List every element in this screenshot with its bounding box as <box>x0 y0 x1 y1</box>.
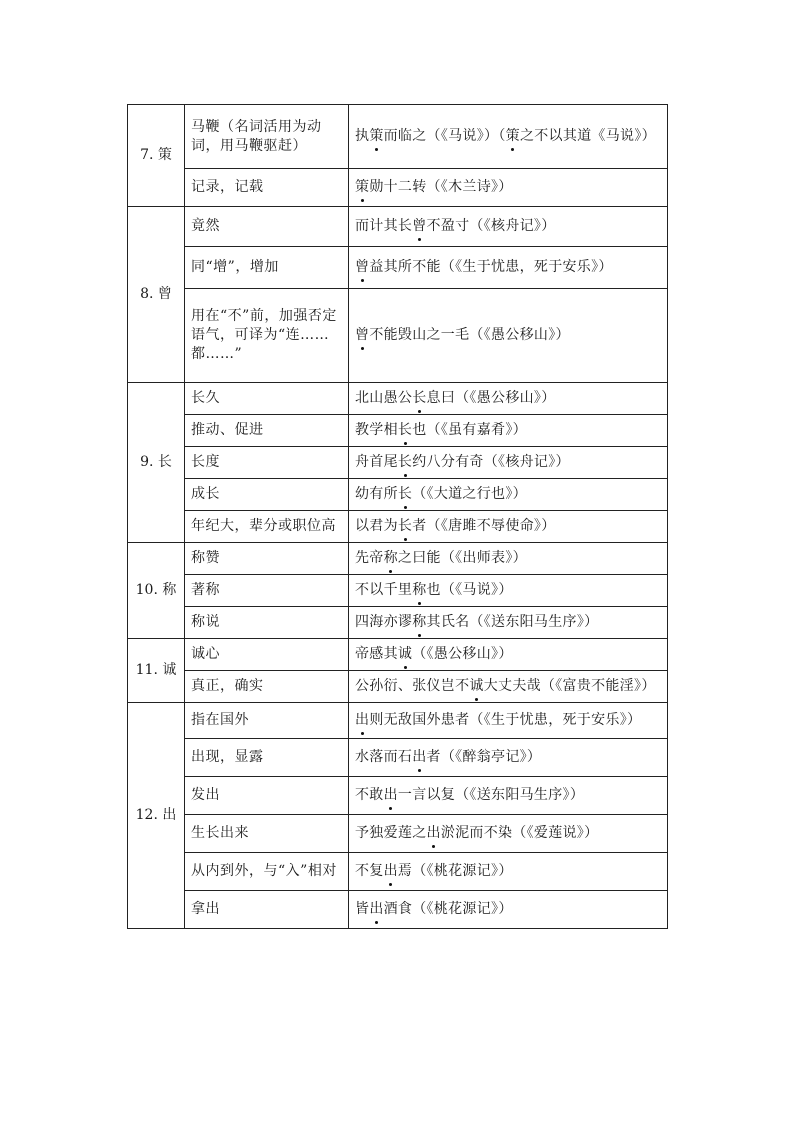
table-row <box>128 289 668 383</box>
example-text: 北山愚公 <box>355 390 413 406</box>
example-text: 教学相 <box>355 422 398 438</box>
table-row <box>128 739 668 777</box>
emphasized-character: 出 <box>369 901 384 917</box>
example-cell <box>349 891 668 929</box>
example-text: 不复 <box>355 863 384 879</box>
example-text: 淤泥而不染（《爱莲说》） <box>440 825 599 841</box>
example-cell <box>349 289 668 383</box>
meaning-cell: 出现，显露 <box>185 739 349 777</box>
meaning-cell: 成长 <box>185 479 349 511</box>
meaning-cell: 记录，记载 <box>185 169 349 207</box>
table-row <box>128 703 668 739</box>
table-row <box>128 777 668 815</box>
example-cell <box>349 671 668 703</box>
example-cell <box>349 511 668 543</box>
table-row <box>128 891 668 929</box>
emphasized-character: 称 <box>412 582 427 598</box>
example-cell <box>349 207 668 247</box>
example-text: 公孙衍、张仪岂不 <box>355 678 470 694</box>
emphasized-character: 出 <box>355 712 370 728</box>
example-text: 先帝 <box>355 550 384 566</box>
emphasized-character: 称 <box>383 550 398 566</box>
example-text: 勋十二转（《木兰诗》） <box>369 179 513 195</box>
meaning-cell: 发出 <box>185 777 349 815</box>
meaning-cell: 拿出 <box>185 891 349 929</box>
example-text: 不敢 <box>355 787 384 803</box>
emphasized-character: 策 <box>355 179 370 195</box>
meaning-cell: 著称 <box>185 575 349 607</box>
vocabulary-table <box>127 104 668 929</box>
example-text: 不盈寸（《核舟记》） <box>426 218 556 234</box>
emphasized-character: 诚 <box>469 678 484 694</box>
table-row <box>128 169 668 207</box>
emphasized-character: 长 <box>412 390 427 406</box>
emphasized-character: 曾 <box>355 327 370 343</box>
meaning-cell: 称说 <box>185 607 349 639</box>
example-text: 水落而石 <box>355 749 413 765</box>
meaning-cell: 真正，确实 <box>185 671 349 703</box>
example-cell <box>349 447 668 479</box>
table-row <box>128 639 668 671</box>
table-row <box>128 853 668 891</box>
table-row <box>128 575 668 607</box>
example-text: 也（《虽有嘉肴》） <box>412 422 527 438</box>
example-text: （《大道之行也》） <box>412 486 527 502</box>
example-text: 约八分有奇（《核舟记》） <box>412 454 570 470</box>
example-cell <box>349 383 668 415</box>
table-row <box>128 511 668 543</box>
table-row <box>128 479 668 511</box>
table-row <box>128 105 668 169</box>
table-row <box>128 383 668 415</box>
emphasized-character: 策 <box>505 128 520 144</box>
meaning-cell: 年纪大，辈分或职位高 <box>185 511 349 543</box>
meaning-cell: 称赞 <box>185 543 349 575</box>
example-text: 幼有所 <box>355 486 398 502</box>
example-text: 而计其长 <box>355 218 413 234</box>
meaning-cell: 同“增”，增加 <box>185 247 349 289</box>
emphasized-character: 出 <box>426 825 441 841</box>
example-cell <box>349 815 668 853</box>
example-text: 不以千里 <box>355 582 413 598</box>
meaning-cell: 用在“不”前，加强否定语气，可译为“连……都……” <box>185 289 349 383</box>
example-text: 舟首尾 <box>355 454 398 470</box>
table-row <box>128 415 668 447</box>
vocabulary-table-body <box>128 105 668 929</box>
example-cell <box>349 169 668 207</box>
example-text: 焉（《桃花源记》） <box>397 863 513 879</box>
example-text: 帝感其 <box>355 646 398 662</box>
example-text: 一言以复（《送东阳马生序》） <box>397 787 585 803</box>
emphasized-character: 长 <box>397 486 413 502</box>
table-row <box>128 447 668 479</box>
emphasized-character: 长 <box>397 422 413 438</box>
headword-cell: 8. 曾 <box>128 207 185 383</box>
meaning-cell: 推动、促进 <box>185 415 349 447</box>
meaning-cell: 从内到外，与“入”相对 <box>185 853 349 891</box>
example-text: 之曰能（《出师表》） <box>397 550 527 566</box>
example-text: 者（《唐雎不辱使命》） <box>412 518 556 534</box>
table-row <box>128 207 668 247</box>
emphasized-character: 出 <box>383 787 398 803</box>
example-cell <box>349 575 668 607</box>
example-text: 执 <box>355 128 370 144</box>
emphasized-character: 策 <box>369 128 384 144</box>
meaning-cell: 长度 <box>185 447 349 479</box>
example-text: （《愚公移山》） <box>412 646 513 662</box>
example-text: 予独爱莲之 <box>355 825 427 841</box>
emphasized-character: 长 <box>397 454 413 470</box>
emphasized-character: 出 <box>383 863 398 879</box>
example-cell <box>349 479 668 511</box>
emphasized-character: 曾 <box>355 259 370 275</box>
example-cell <box>349 777 668 815</box>
emphasized-character: 称 <box>412 614 427 630</box>
example-cell <box>349 853 668 891</box>
example-text: 则无敌国外患者（《生于忧患，死于安乐》） <box>369 712 642 728</box>
example-cell <box>349 415 668 447</box>
meaning-cell: 生长出来 <box>185 815 349 853</box>
example-cell <box>349 639 668 671</box>
meaning-cell: 竟然 <box>185 207 349 247</box>
example-text: 以君为 <box>355 518 398 534</box>
example-cell <box>349 105 668 169</box>
example-cell <box>349 607 668 639</box>
example-text: 而临之（《马说》）（ <box>383 128 506 144</box>
example-text: 四海亦谬 <box>355 614 413 630</box>
example-cell <box>349 247 668 289</box>
meaning-cell: 长久 <box>185 383 349 415</box>
headword-cell: 10. 称 <box>128 543 185 639</box>
example-text: 者（《醉翁亭记》） <box>426 749 542 765</box>
meaning-cell: 马鞭（名词活用为动词，用马鞭驱赶） <box>185 105 349 169</box>
emphasized-character: 诚 <box>397 646 413 662</box>
headword-cell: 11. 诚 <box>128 639 185 703</box>
meaning-cell: 诚心 <box>185 639 349 671</box>
example-text: 不能毁山之一毛（《愚公移山》） <box>369 327 570 343</box>
example-cell <box>349 543 668 575</box>
headword-cell: 12. 出 <box>128 703 185 929</box>
example-text: 也（《马说》） <box>426 582 513 598</box>
example-text: 其氏名（《送东阳马生序》） <box>426 614 599 630</box>
meaning-cell: 指在国外 <box>185 703 349 739</box>
example-cell <box>349 703 668 739</box>
example-text: 之不以其道《马说》） <box>519 128 656 144</box>
table-row <box>128 815 668 853</box>
table-row <box>128 671 668 703</box>
headword-cell: 7. 策 <box>128 105 185 207</box>
emphasized-character: 长 <box>397 518 413 534</box>
table-row <box>128 543 668 575</box>
example-text: 皆 <box>355 901 370 917</box>
example-cell <box>349 739 668 777</box>
example-text: 酒食（《桃花源记》） <box>383 901 513 917</box>
emphasized-character: 出 <box>412 749 427 765</box>
emphasized-character: 曾 <box>412 218 427 234</box>
example-text: 大丈夫哉（《富贵不能淫》） <box>483 678 656 694</box>
table-row <box>128 247 668 289</box>
example-text: 息曰（《愚公移山》） <box>426 390 556 406</box>
headword-cell: 9. 长 <box>128 383 185 543</box>
table-row <box>128 607 668 639</box>
example-text: 益其所不能（《生于忧患，死于安乐》） <box>369 259 613 275</box>
